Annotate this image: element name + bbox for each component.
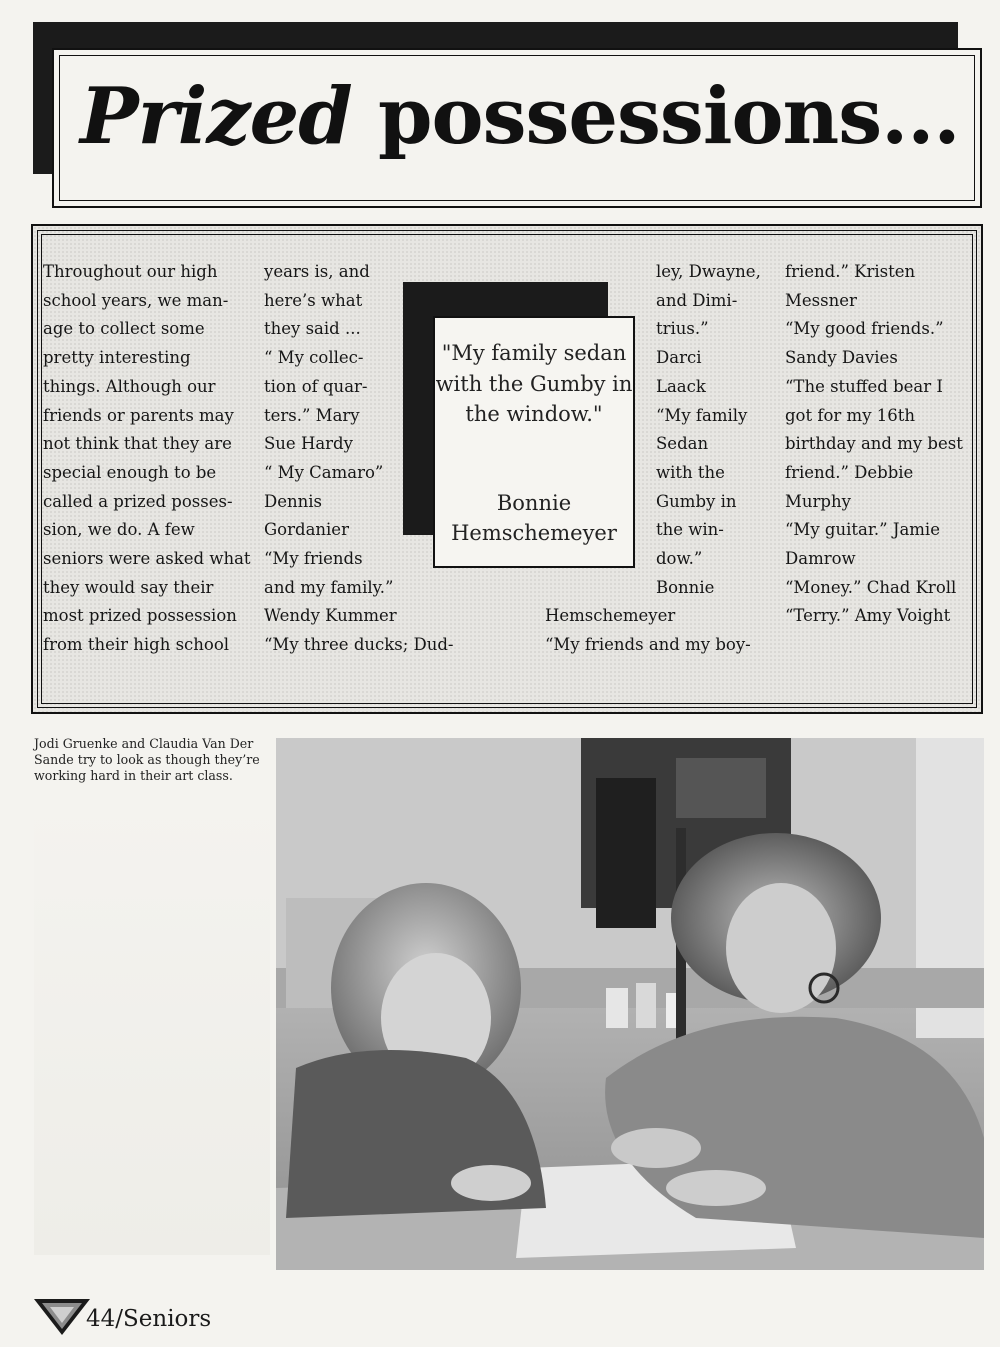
article-line: tion of quar- (264, 376, 368, 396)
article-line: seniors were asked what (43, 549, 251, 569)
article-line: Bonnie (656, 577, 715, 597)
article-line: Throughout our high (43, 262, 218, 281)
article-line: Dennis (264, 491, 322, 511)
article-line: friends or parents may (43, 405, 234, 425)
article-line: got for my 16th (785, 405, 916, 425)
article-line: friend.” Kristen (785, 262, 916, 281)
pull-quote-author: Bonnie Hemschemeyer (451, 491, 617, 545)
article-line: “My friends (264, 549, 363, 569)
article-line: Sandy Davies (785, 348, 898, 368)
article-line: the win- (656, 520, 724, 540)
article-line: birthday and my best (785, 434, 963, 454)
article-line: “My friends and my boy- (545, 635, 751, 655)
article-line: Sue Hardy (264, 434, 353, 454)
article-line: “My guitar.” Jamie (785, 520, 940, 540)
page-number: 44/Seniors (86, 1306, 212, 1332)
pull-quote (433, 316, 635, 568)
article-line: Darci (656, 348, 702, 368)
article-line: Gumby in (656, 491, 737, 511)
margin-space (34, 800, 270, 1255)
article-line: things. Although our (43, 376, 216, 396)
page-title (80, 62, 980, 172)
article-line: Wendy Kummer (264, 606, 397, 626)
article-line: not think that they are (43, 434, 232, 454)
article-line: ters.” Mary (264, 405, 360, 425)
article-line: “My good friends.” (785, 319, 944, 339)
article-line: special enough to be (43, 462, 217, 482)
article-line: from their high school (43, 635, 230, 655)
article-line: Sedan (656, 434, 709, 454)
article-line: “My family (656, 405, 748, 425)
article-line: called a prized posses- (43, 491, 233, 511)
photo-illustration (276, 738, 984, 1270)
article-line: Damrow (785, 549, 856, 569)
article-line: years is, and (264, 262, 370, 281)
article-line: “My three ducks; Dud- (264, 635, 454, 655)
article-line: Messner (785, 290, 857, 310)
article-line: “ My collec- (264, 348, 364, 368)
classroom-photo (276, 738, 984, 1270)
article-line: “Money.” Chad Kroll (785, 577, 957, 597)
article-line: age to collect some (43, 319, 205, 339)
article-line: dow.” (656, 549, 703, 569)
article-line: here’s what (264, 290, 363, 310)
article-line: Hemschemeyer (545, 606, 676, 626)
article-line: friend.” Debbie (785, 462, 914, 482)
article-line: pretty interesting (43, 348, 191, 368)
article-line: they said ... (264, 319, 361, 339)
article-line: “ My Camaro” (264, 462, 384, 482)
folio-triangle-icon (32, 1295, 92, 1339)
article-line: school years, we man- (43, 290, 229, 310)
article-line: Laack (656, 376, 706, 396)
page-title-bold: possessions... (351, 71, 960, 162)
article-line: and Dimi- (656, 290, 738, 310)
article-line: Gordanier (264, 520, 349, 540)
article-line: sion, we do. A few (43, 520, 195, 540)
page-title-italic: Prized (80, 71, 352, 162)
article-line: with the (656, 462, 725, 482)
pull-quote-text: "My family sedan with the Gumby in the window." (435, 341, 633, 426)
article-line: most prized possession (43, 606, 237, 626)
article-line: Murphy (785, 491, 851, 511)
article-line: and my family.” (264, 577, 394, 597)
article-line: “Terry.” Amy Voight (785, 606, 951, 626)
photo-caption: Jodi Gruenke and Claudia Van Der Sande try to look as though they’re working hard in their art class. (34, 736, 260, 784)
article-line: trius.” (656, 319, 709, 339)
article-line: “The stuffed bear I (785, 376, 943, 396)
article-line: they would say their (43, 577, 214, 597)
article-column-4 (785, 258, 975, 631)
article-line: ley, Dwayne, (656, 262, 761, 281)
article-column-1 (43, 258, 253, 660)
